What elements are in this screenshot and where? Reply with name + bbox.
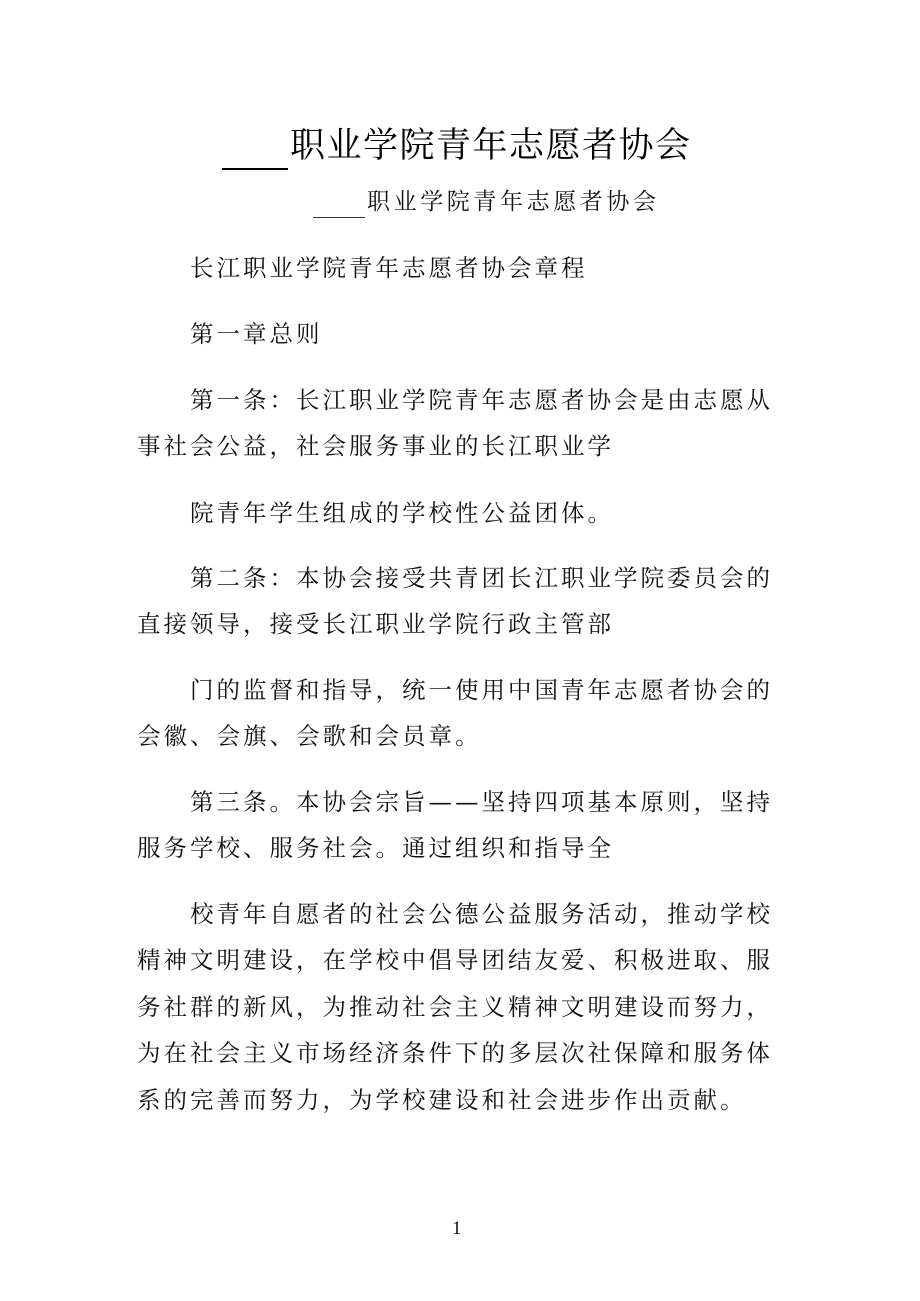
paragraph-line: 第一章总则: [190, 320, 323, 348]
paragraph-article-1-cont: [137, 490, 777, 536]
paragraph-charter-title: [137, 245, 777, 291]
paragraph-line: 第三条。本协会宗旨——坚持四项基本原则，坚持: [190, 788, 773, 816]
page-number: 1: [452, 1218, 462, 1239]
title-blank-underline: [222, 128, 288, 170]
paragraph-article-2-cont: [137, 667, 777, 760]
paragraph-line: 服务学校、服务社会。通过组织和指导全: [137, 834, 614, 863]
paragraph-line: 为在社会主义市场经济条件下的多层次社保障和服务体: [137, 1039, 773, 1068]
paragraph-line: 会徽、会旗、会歌和会员章。: [137, 722, 482, 751]
paragraph-line: 校青年自愿者的社会公德公益服务活动，推动学校: [190, 900, 773, 928]
subtitle-blank-underline: [313, 191, 365, 218]
title-text: 职业学院青年志愿者协会: [290, 126, 692, 166]
subtitle-text: 职业学院青年志愿者协会: [367, 189, 660, 215]
paragraph-article-2: [137, 555, 777, 648]
document-title: [222, 122, 692, 170]
paragraph-article-3-cont: [137, 891, 777, 1123]
paragraph-line: 务社群的新风，为推动社会主义精神文明建设而努力，: [137, 992, 773, 1021]
paragraph-line: 院青年学生组成的学校性公益团体。: [190, 499, 614, 527]
paragraph-line: 系的完善而努力，为学校建设和社会进步作出贡献。: [137, 1085, 747, 1114]
paragraph-line: 事社会公益，社会服务事业的长江职业学: [137, 432, 614, 461]
paragraph-article-1: [137, 377, 777, 470]
paragraph-line: 第二条：本协会接受共青团长江职业学院委员会的: [190, 564, 773, 592]
paragraph-line: 门的监督和指导，统一使用中国青年志愿者协会的: [190, 676, 773, 704]
paragraph-article-3: [137, 779, 777, 872]
paragraph-line: 长江职业学院青年志愿者协会章程: [190, 254, 588, 282]
document-subtitle: [313, 186, 660, 218]
paragraph-line: 第一条：长江职业学院青年志愿者协会是由志愿从: [190, 386, 773, 414]
paragraph-line: 直接领导，接受长江职业学院行政主管部: [137, 610, 614, 639]
paragraph-chapter-heading: [137, 311, 777, 357]
paragraph-line: 精神文明建设，在学校中倡导团结友爱、积极进取、服: [137, 946, 773, 975]
